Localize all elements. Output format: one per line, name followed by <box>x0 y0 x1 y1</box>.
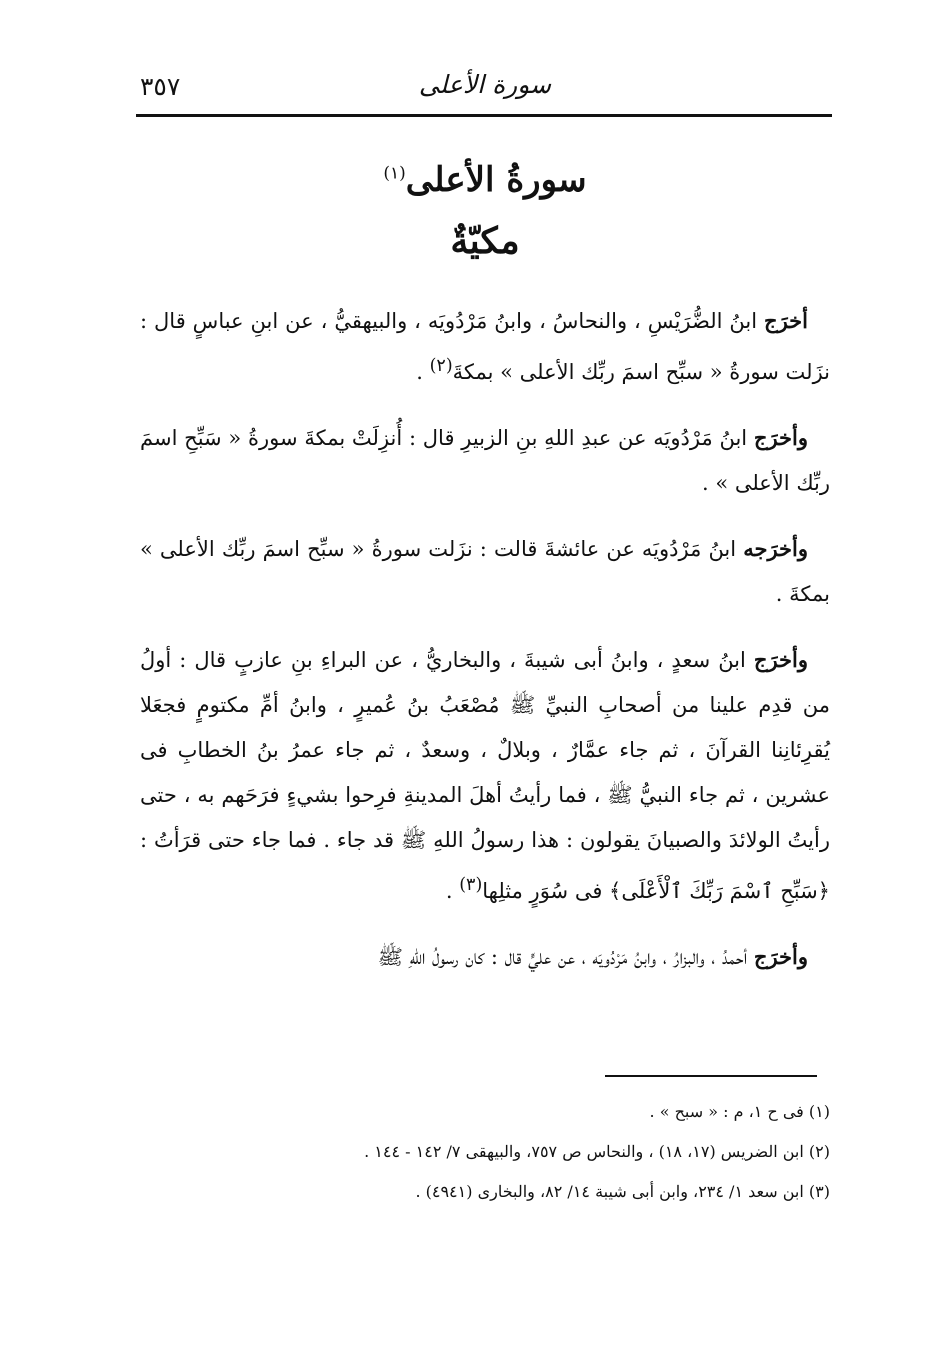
paragraph-text: ابنُ الضُّرَيْسِ ، والنحاسُ ، وابنُ مَرْدُويَه ، والبيهقيُّ ، عن ابنِ عباسٍ قال : نزَلت سورةُ « سبِّح اسمَ ربِّك الأعلى » بمكةَ <box>140 309 830 384</box>
footnotes <box>140 1092 830 1212</box>
paragraph-lead-word: وأخرَج <box>753 647 808 672</box>
paragraph <box>140 637 830 914</box>
footnote-rule <box>605 1075 817 1077</box>
paragraph-lead-word: وأخرَج <box>753 425 808 450</box>
paragraph-text: ابنُ مَرْدُويَه عن عبدِ اللهِ بنِ الزبيرِ قال : أُنزِلَتْ بمكةَ سورةُ « سَبِّحِ اسمَ ربِّك الأعلى » . <box>140 426 830 495</box>
paragraph-lead-word: وأخرَج <box>753 944 808 969</box>
paragraph-text: أحمدُ ، والبزارُ ، وابنُ مَرْدُويَه ، عن عليٍّ قال : كان رسولُ اللهِ ﷺ <box>377 945 754 969</box>
chapter-title-text: سورةُ الأعلى <box>405 160 587 200</box>
chapter-classification: مكيّةٌ <box>450 220 520 262</box>
footnote-ref: (٢) <box>429 356 453 376</box>
footnote: (٢) ابن الضريس (١٧، ١٨) ، والنحاس ص ٧٥٧، والبيهقى ٧/ ١٤٢ - ١٤٤ . <box>364 1142 830 1161</box>
paragraph-tail: . <box>445 879 460 903</box>
running-header <box>140 62 830 114</box>
running-title: سورة الأعلى <box>418 70 552 99</box>
paragraph-lead-word: أخرَج <box>764 308 808 333</box>
chapter-title <box>140 160 830 200</box>
footnote: (١) فى ح ١، م : « سبح » . <box>649 1102 830 1121</box>
paragraph <box>140 934 830 980</box>
paragraph <box>140 526 830 617</box>
footnote: (٣) ابن سعد ١/ ٢٣٤، وابن أبى شيبة ١٤/ ٨٢، والبخارى (٤٩٤١) . <box>415 1182 830 1201</box>
paragraph-tail: . <box>416 360 430 384</box>
footnote-ref: (١) <box>383 163 406 184</box>
footnote-ref: (٣) <box>459 875 483 895</box>
paragraph <box>140 298 830 395</box>
paragraph <box>140 415 830 506</box>
header-rule <box>136 114 832 117</box>
paragraph-text: ابنُ مَرْدُويَه عن عائشةَ قالت : نزَلت سورةُ « سبِّح اسمَ ربِّك الأعلى » بمكةَ . <box>140 537 830 606</box>
paragraph-text: ابنُ سعدٍ ، وابنُ أبى شيبةَ ، والبخاريُّ ، عن البراءِ بنِ عازبٍ قال : أولُ من قدِم علينا من أصحابِ النبيِّ ﷺ مُصْعَبُ بنُ عُميرٍ ، وابنُ أمِّ مكتومٍ فجعَلا يُقرِئانِنا القرآنَ ، ثم جاء عمَّارٌ ، وبلالٌ ، وسعدٌ ، ثم جاء عمرُ بنُ الخطابِ فى عشرين ، ثم جاء النبيُّ ﷺ ، فما رأيتُ أهلَ المدينةِ فرِحوا بشيءٍ فرَحَهم به ، حتى رأيتُ الولائدَ والصبيانَ يقولون : هذا رسولُ اللهِ ﷺ قد جاء . فما جاء حتى قرَأتُ : ﴿سَبِّحِ ٱسْمَ رَبِّكَ ٱلْأَعْلَى﴾ فى سُوَرٍ مثلِها <box>140 648 830 903</box>
body-text <box>140 298 830 1000</box>
page-number: ٣٥٧ <box>140 72 181 101</box>
paragraph-lead-word: وأخرَجه <box>743 536 808 561</box>
